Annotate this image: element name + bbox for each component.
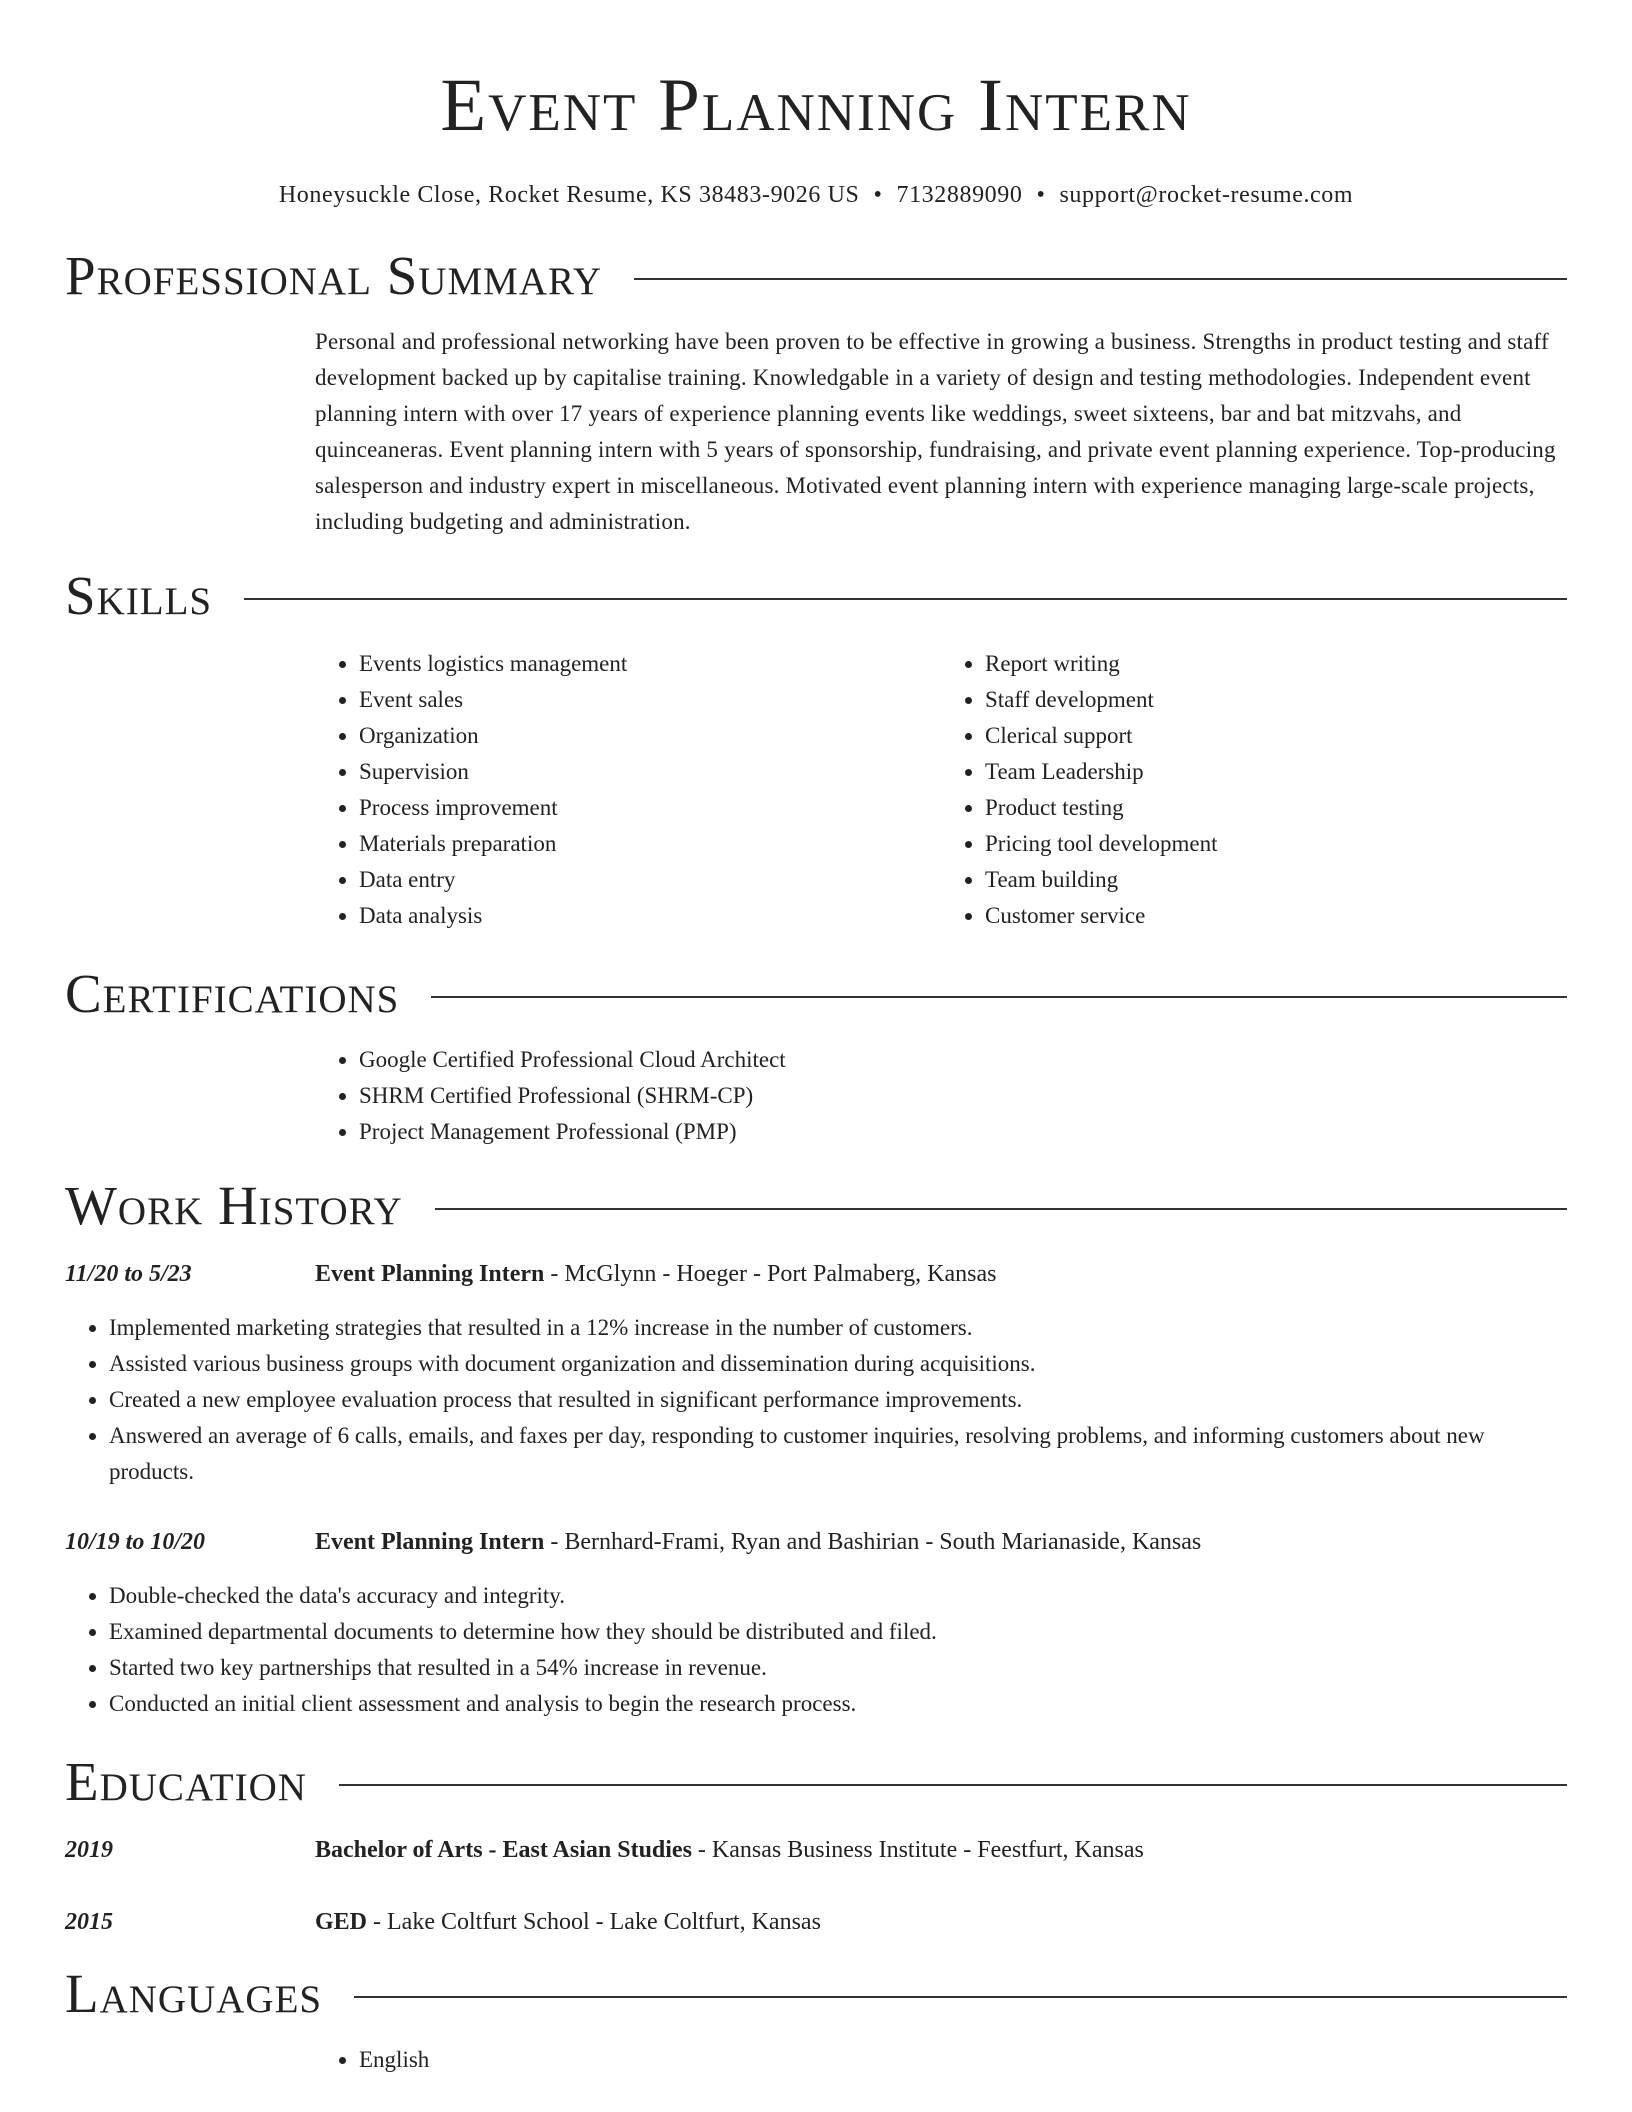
- job-bullet: • Assisted various business groups with document organization and dissemination during acquisitions.: [109, 1346, 1567, 1382]
- education-details: - Kansas Business Institute - Feestfurt, Kansas: [691, 1837, 1144, 1863]
- contact-address: Honeysuckle Close, Rocket Resume, KS 38483-9026 US: [278, 182, 860, 208]
- job-dates: 11/20 to 5/23: [65, 1261, 192, 1287]
- certification-item: • Google Certified Professional Cloud Architect: [359, 1042, 1567, 1078]
- skill-item: • Process improvement: [359, 790, 941, 826]
- education-heading: Education: [65, 1751, 307, 1812]
- education-entry: [65, 1904, 1567, 1940]
- certifications-heading: Certifications: [65, 963, 400, 1024]
- education-degree: Bachelor of Arts - East Asian Studies: [315, 1837, 692, 1863]
- education-section-header: [65, 1752, 1567, 1812]
- certification-item: • SHRM Certified Professional (SHRM-CP): [359, 1078, 1567, 1114]
- certifications-section-header: [65, 964, 1567, 1024]
- contact-separator: •: [873, 182, 883, 208]
- skill-item: • Event sales: [359, 682, 941, 718]
- education-year: 2019: [65, 1837, 113, 1863]
- skill-item: • Product testing: [985, 790, 1567, 826]
- job-header: [65, 1524, 1567, 1560]
- education-line: [315, 1904, 821, 1940]
- job-details: - Bernhard-Frami, Ryan and Bashirian - South Marianaside, Kansas: [544, 1529, 1202, 1555]
- summary-text: Personal and professional networking have been proven to be effective in growing a business. Strengths in product testing and staff development backed up by capitalise training. Knowledgable in a variety of design and testing methodologies. Independent event planning intern with over 17 years of experience planning events like weddings, sweet sixteens, bar and bat mitzvahs, and quinceaneras. Event planning intern with 5 years of sponsorship, fundraising, and private event planning experience. Top-producing salesperson and industry expert in miscellaneous. Motivated event planning intern with experience managing large-scale projects, including budgeting and administration.: [315, 329, 1556, 534]
- skill-item: • Team building: [985, 862, 1567, 898]
- skill-item: • Clerical support: [985, 718, 1567, 754]
- resume-title: Event Planning Intern: [440, 64, 1192, 147]
- skill-item: • Events logistics management: [359, 646, 941, 682]
- job-entry: [65, 1256, 1567, 1490]
- job-bullets: [65, 1310, 1567, 1490]
- skill-item: • Organization: [359, 718, 941, 754]
- certifications-list: [315, 1042, 1567, 1150]
- skill-item: • Report writing: [985, 646, 1567, 682]
- languages-heading: Languages: [65, 1963, 323, 2024]
- job-bullet: • Created a new employee evaluation process that resulted in significant performance improvements.: [109, 1382, 1567, 1418]
- skills-left-list: [315, 646, 941, 934]
- section-divider: [339, 1784, 1567, 1786]
- language-item: • English: [359, 2042, 1567, 2078]
- education-entry: [65, 1832, 1567, 1868]
- languages-list-wrapper: [315, 2042, 1567, 2078]
- section-divider: [431, 996, 1567, 998]
- summary-heading: Professional Summary: [65, 245, 603, 306]
- skills-right-list: [941, 646, 1567, 934]
- summary-section-header: [65, 246, 1567, 306]
- job-role: Event Planning Intern: [315, 1261, 545, 1287]
- skill-item: • Supervision: [359, 754, 941, 790]
- education-year: 2015: [65, 1909, 113, 1935]
- skill-item: • Materials preparation: [359, 826, 941, 862]
- section-divider: [634, 278, 1567, 280]
- education-degree: GED: [315, 1909, 368, 1935]
- work-heading: Work History: [65, 1175, 403, 1236]
- job-header: [65, 1256, 1567, 1292]
- job-role: Event Planning Intern: [315, 1529, 545, 1555]
- job-bullet: • Examined departmental documents to determine how they should be distributed and filed.: [109, 1614, 1567, 1650]
- section-divider: [244, 598, 1567, 600]
- skills-columns: [315, 646, 1567, 934]
- job-bullet: • Conducted an initial client assessment and analysis to begin the research process.: [109, 1686, 1567, 1722]
- section-divider: [354, 1996, 1567, 1998]
- job-entry: [65, 1524, 1567, 1722]
- skills-section-header: [65, 566, 1567, 626]
- job-details: - McGlynn - Hoeger - Port Palmaberg, Kansas: [544, 1261, 997, 1287]
- skill-item: • Data entry: [359, 862, 941, 898]
- education-line: [315, 1832, 1144, 1868]
- skill-item: • Staff development: [985, 682, 1567, 718]
- job-title-line: [315, 1524, 1201, 1560]
- job-title-line: [315, 1256, 997, 1292]
- languages-section-header: [65, 1964, 1567, 2024]
- skills-heading: Skills: [65, 565, 213, 626]
- contact-phone: 7132889090: [896, 182, 1023, 208]
- contact-email: support@rocket-resume.com: [1059, 182, 1354, 208]
- job-bullet: • Answered an average of 6 calls, emails, and faxes per day, responding to customer inquiries, resolving problems, and informing customers about new products.: [109, 1418, 1567, 1490]
- job-bullet: • Double-checked the data's accuracy and integrity.: [109, 1578, 1567, 1614]
- education-details: - Lake Coltfurt School - Lake Coltfurt, Kansas: [367, 1909, 821, 1935]
- skill-item: • Team Leadership: [985, 754, 1567, 790]
- contact-line: [65, 180, 1567, 210]
- job-dates: 10/19 to 10/20: [65, 1529, 206, 1555]
- skill-item: • Data analysis: [359, 898, 941, 934]
- contact-separator: •: [1036, 182, 1046, 208]
- job-bullets: [65, 1578, 1567, 1722]
- certification-item: • Project Management Professional (PMP): [359, 1114, 1567, 1150]
- job-bullet: • Implemented marketing strategies that resulted in a 12% increase in the number of customers.: [109, 1310, 1567, 1346]
- work-section-header: [65, 1176, 1567, 1236]
- job-bullet: • Started two key partnerships that resulted in a 54% increase in revenue.: [109, 1650, 1567, 1686]
- skill-item: • Pricing tool development: [985, 826, 1567, 862]
- section-divider: [435, 1208, 1567, 1210]
- languages-list: [315, 2042, 1567, 2078]
- skill-item: • Customer service: [985, 898, 1567, 934]
- certifications-list-wrapper: [315, 1042, 1567, 1150]
